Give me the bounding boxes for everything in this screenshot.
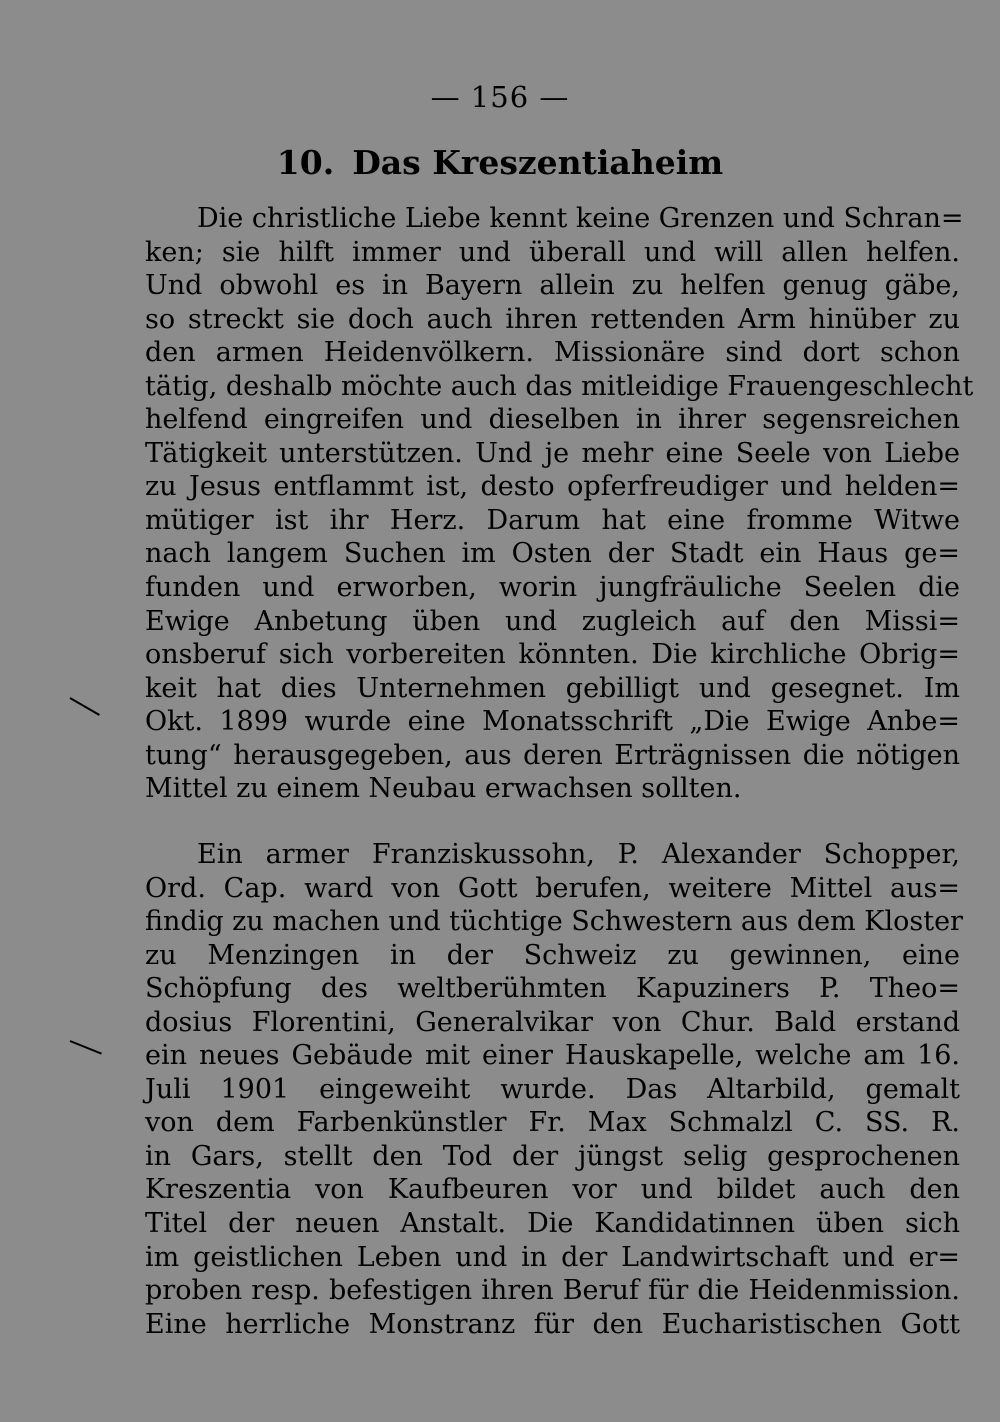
- page-number: — 156 —: [430, 80, 570, 114]
- text-line: Kreszentia von Kaufbeuren vor und bildet auch den: [145, 1174, 960, 1206]
- margin-pencil-mark: [70, 1040, 102, 1055]
- text-line: Und obwohl es in Bayern allein zu helfen genug gäbe,: [145, 270, 960, 302]
- text-line: zu Menzingen in der Schweiz zu gewinnen, eine: [145, 939, 960, 971]
- text-line: Titel der neuen Anstalt. Die Kandidatinnen üben sich: [145, 1208, 960, 1240]
- chapter-number: 10.: [276, 143, 335, 182]
- text-line: zu Jesus entflammt ist, desto opferfreudiger und helden=: [145, 471, 960, 503]
- text-line: Okt. 1899 wurde eine Monatsschrift „Die Ewige Anbe=: [145, 706, 960, 738]
- text-line: Ord. Cap. ward von Gott berufen, weitere Mittel aus=: [145, 872, 960, 904]
- paragraph-1: [145, 202, 974, 806]
- text-line: so streckt sie doch auch ihren rettenden Arm hinüber zu: [145, 303, 960, 335]
- text-line: Schöpfung des weltberühmten Kapuziners P. Theo=: [145, 973, 960, 1005]
- text-line: von dem Farbenkünstler Fr. Max Schmalzl C. SS. R.: [145, 1107, 960, 1139]
- text-line: Eine herrliche Monstranz für den Eucharistischen Gott: [145, 1308, 960, 1340]
- text-line: Ein armer Franziskussohn, P. Alexander Schopper,: [197, 839, 960, 870]
- text-line: funden und erworben, worin jungfräuliche Seelen die: [145, 572, 960, 604]
- margin-pencil-mark: [70, 697, 100, 716]
- paragraph-2: [145, 838, 963, 1341]
- text-line: Mittel zu einem Neubau erwachsen sollten.: [145, 773, 742, 805]
- text-line: onsberuf sich vorbereiten könnten. Die kirchliche Obrig=: [145, 639, 960, 671]
- text-line: helfend eingreifen und dieselben in ihrer segensreichen: [145, 404, 960, 436]
- text-line: im geistlichen Leben und in der Landwirtschaft und er=: [145, 1241, 960, 1273]
- text-line: nach langem Suchen im Osten der Stadt ein Haus ge=: [145, 538, 960, 570]
- text-line: Juli 1901 eingeweiht wurde. Das Altarbild, gemalt: [145, 1073, 960, 1105]
- text-line: tung“ herausgegeben, aus deren Erträgnissen die nötigen: [145, 739, 960, 771]
- text-line: Tätigkeit unterstützen. Und je mehr eine Seele von Liebe: [145, 437, 960, 469]
- text-line: Die christliche Liebe kennt keine Grenzen und Schran=: [197, 203, 964, 234]
- text-line: in Gars, stellt den Tod der jüngst selig gesprochenen: [145, 1140, 960, 1172]
- text-line: ein neues Gebäude mit einer Hauskapelle, welche am 16.: [145, 1040, 960, 1072]
- text-line: keit hat dies Unternehmen gebilligt und gesegnet. Im: [145, 672, 960, 704]
- text-line: dosius Florentini, Generalvikar von Chur. Bald erstand: [145, 1006, 960, 1038]
- text-line: Ewige Anbetung üben und zugleich auf den Missi=: [145, 605, 960, 637]
- text-line: ken; sie hilft immer und überall und will allen helfen.: [145, 236, 960, 268]
- chapter-title: Das Kreszentiaheim: [352, 143, 724, 182]
- text-line: proben resp. befestigen ihren Beruf für die Heidenmission.: [145, 1275, 960, 1307]
- text-line: mütiger ist ihr Herz. Darum hat eine fromme Witwe: [145, 504, 960, 536]
- text-line: findig zu machen und tüchtige Schwestern aus dem Kloster: [145, 906, 963, 938]
- text-line: tätig, deshalb möchte auch das mitleidige Frauengeschlecht: [145, 370, 974, 402]
- text-line: den armen Heidenvölkern. Missionäre sind dort schon: [145, 337, 960, 369]
- chapter-heading: [0, 143, 1000, 182]
